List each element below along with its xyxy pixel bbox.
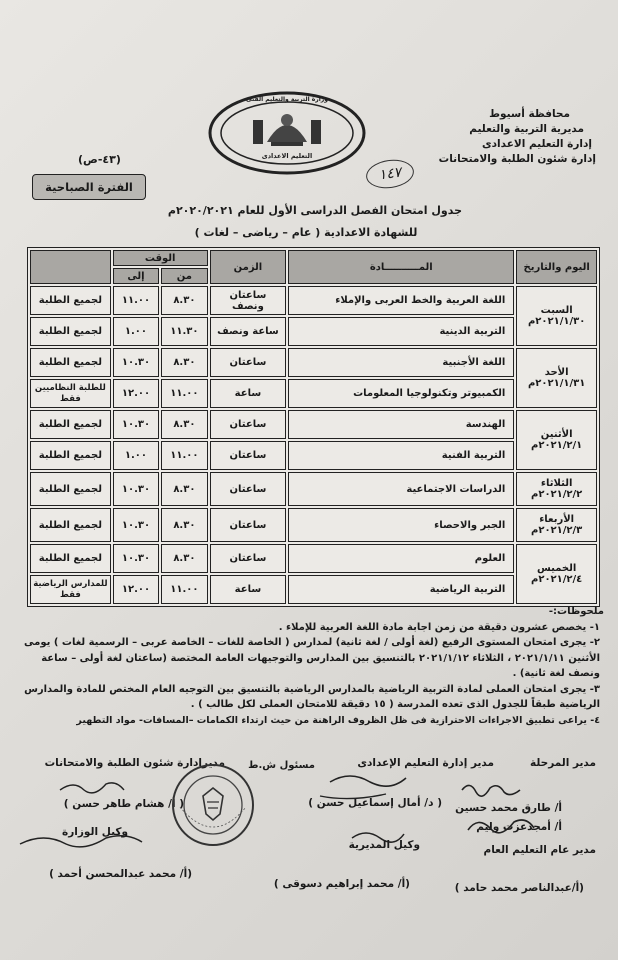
sig-title: مدير إدارة التعليم الإعدادى (357, 757, 494, 769)
header-day: اليوم والتاريخ (516, 250, 597, 284)
notes-title: ملحوظات:- (548, 606, 604, 617)
duration-cell: ساعتان ونصف (210, 286, 287, 315)
sig-name: (أ/ محمد إبراهيم دسوقى ) (273, 878, 410, 890)
exam-title: جدول امتحان الفصل الدراسى الأول للعام ٢٠٢٠/٢٠٢١م (167, 204, 462, 217)
to-cell: ١.٠٠ (113, 317, 159, 346)
day-date: ٢٠٢١/٢/٣م (531, 525, 583, 536)
day-date: ٢٠٢١/٢/٢م (531, 489, 583, 500)
audience-cell: لجميع الطلبة (30, 286, 111, 315)
from-cell: ١١.٣٠ (161, 317, 207, 346)
issuer-header (439, 108, 596, 165)
subject-cell: التربية الدينية (288, 317, 514, 346)
day-date: ٢٠٢١/١/٣٠م (527, 316, 586, 327)
from-cell: ٨.٣٠ (161, 348, 207, 377)
audience-cell: لجميع الطلبة (30, 508, 111, 542)
audience-cell: لجميع الطلبة (30, 410, 111, 439)
day-name: الأربعاء (539, 514, 575, 525)
header-time: الوقت (113, 250, 208, 266)
day-cell (516, 472, 597, 506)
note-item: ٤- يراعى تطبيق الاجراءات الاحترازية فى ظل الظروف الراهنة من حيث ارتداء الكمامات –المسافات- مواد التطهير (76, 714, 600, 726)
duration-cell: ساعتان (210, 508, 287, 542)
governorate: محافظة أسيوط (489, 108, 570, 120)
sig-name: (أ/عبدالناصر محمد حامد ) (454, 882, 584, 894)
note-item: ٣- يجرى امتحان العملى لمادة التربية الرياضية بالمدارس الرياضية بالتنسيق بين التوجيه العام المختص للمادة والمدارس الرياضية طبقاً للجدول الذى تعده المدرسة ( ١٥ دقيقة للامتحان العملى لكل طالب ) . (24, 683, 600, 710)
table-row (30, 441, 597, 470)
handwritten-number: ١٤٧ (364, 157, 415, 191)
day-date: ٢٠٢١/١/٣١م (527, 378, 586, 389)
subject-cell: التربية الرياضية (288, 575, 514, 604)
note-item: ٢- يجرى امتحان المستوى الرفيع (لغة أولى / لغة ثانية) لمدارس ( الخاصة للغات – الخاصة عربى – الرسمية لغات ) يومى الأثنين ٢٠٢١/١/١١ ، الثلاثاء ٢٠٢١/١/١٢ بالتنسيق بين المدارس والتوجيهات العامة المختصة (ساعتان لغة أولى – ساعة ونصف لغة ثانية) . (24, 637, 600, 679)
table-row (30, 472, 597, 506)
subject-cell: اللغة الأجنبية (288, 348, 514, 377)
header-subject: المــــــــــادة (288, 250, 514, 284)
from-cell: ٨.٣٠ (161, 472, 207, 506)
sig-name: أ/ أمجدعزت وليم (476, 821, 562, 833)
table-row (30, 379, 597, 408)
sig-title: وكيل الوزارة (62, 826, 128, 838)
subject-cell: الدراسات الاجتماعية (288, 472, 514, 506)
day-cell (516, 544, 597, 604)
from-cell: ١١.٠٠ (161, 575, 207, 604)
audience-cell: لجميع الطلبة (30, 544, 111, 573)
handwritten-signatures (0, 760, 618, 900)
sig-title: مدير المرحلة (529, 757, 596, 769)
header-duration: الزمن (210, 250, 287, 284)
audience-cell: للمدارس الرياضية فقط (30, 575, 111, 604)
form-code: (٤٣-ص) (78, 153, 121, 166)
from-cell: ١١.٠٠ (161, 441, 207, 470)
sig-title: مسئول ش.ط (248, 760, 315, 771)
subject-cell: الهندسة (288, 410, 514, 439)
sig-name: (أ/ محمد عبدالمحسن أحمد ) (49, 868, 192, 880)
sig-name: ( د/ أمال إسماعيل حسن ) (308, 797, 442, 809)
subject-cell: الكمبيوتر وتكنولوجيا المعلومات (288, 379, 514, 408)
department: إدارة التعليم الاعدادى (482, 138, 592, 150)
audience-cell: لجميع الطلبة (30, 317, 111, 346)
duration-cell: ساعتان (210, 544, 287, 573)
to-cell: ١.٠٠ (113, 441, 159, 470)
duration-cell: ساعة (210, 575, 287, 604)
logo-bottom-text: التعليم الاعدادى (261, 152, 313, 160)
table-row (30, 410, 597, 439)
day-cell (516, 410, 597, 470)
table-row (30, 544, 597, 573)
official-stamp (170, 762, 256, 848)
from-cell: ٨.٣٠ (161, 508, 207, 542)
header-to: إلى (113, 268, 159, 284)
table-row (30, 508, 597, 542)
table-row (30, 575, 597, 604)
subject-cell: التربية الفنية (288, 441, 514, 470)
day-name: الأثنين (540, 429, 573, 440)
audience-cell: لجميع الطلبة (30, 348, 111, 377)
from-cell: ٨.٣٠ (161, 286, 207, 315)
day-cell (516, 508, 597, 542)
table-row (30, 348, 597, 377)
subject-cell: الجبر والاحصاء (288, 508, 514, 542)
sig-name: ( أ/ هشام طاهر حسن ) (63, 798, 184, 810)
to-cell: ١٢.٠٠ (113, 379, 159, 408)
duration-cell: ساعتان (210, 472, 287, 506)
day-name: الثلاثاء (540, 478, 573, 489)
note-item: ١- يخصص عشرون دقيقة من زمن اجابة مادة اللغة العربية للإملاء . (278, 621, 600, 633)
period-box: الفترة الصباحية (32, 174, 146, 200)
day-cell (516, 348, 597, 408)
table-row (30, 286, 597, 315)
subject-cell: اللغة العربية والخط العربى والإملاء (288, 286, 514, 315)
office: إدارة شئون الطلبة والامتحانات (438, 153, 596, 165)
to-cell: ١٠.٣٠ (113, 348, 159, 377)
subject-cell: العلوم (288, 544, 514, 573)
to-cell: ١٢.٠٠ (113, 575, 159, 604)
header-from: من (161, 268, 207, 284)
exam-subtitle: للشهادة الاعدادية ( عام – رياضى – لغات ) (194, 226, 418, 239)
to-cell: ١٠.٣٠ (113, 410, 159, 439)
day-cell (516, 286, 597, 346)
sig-title: وكيل المديرية (348, 839, 420, 851)
from-cell: ٨.٣٠ (161, 410, 207, 439)
to-cell: ١٠.٣٠ (113, 508, 159, 542)
table-row (30, 317, 597, 346)
day-date: ٢٠٢١/٢/١م (531, 440, 583, 451)
duration-cell: ساعتان (210, 348, 287, 377)
day-name: السبت (540, 305, 573, 316)
to-cell: ١١.٠٠ (113, 286, 159, 315)
ministry-logo (207, 90, 367, 176)
sig-title: مديرإدارة شئون الطلبة والامتحانات (44, 757, 225, 769)
to-cell: ١٠.٣٠ (113, 544, 159, 573)
audience-cell: للطلبة النظاميين فقط (30, 379, 111, 408)
header-audience (30, 250, 111, 284)
audience-cell: لجميع الطلبة (30, 441, 111, 470)
day-name: الخميس (536, 563, 577, 574)
from-cell: ٨.٣٠ (161, 544, 207, 573)
notes-section (14, 604, 604, 728)
to-cell: ١٠.٣٠ (113, 472, 159, 506)
sig-title: مدير عام التعليم العام (483, 844, 596, 856)
duration-cell: ساعة (210, 379, 287, 408)
exam-schedule-table (27, 247, 600, 607)
duration-cell: ساعة ونصف (210, 317, 287, 346)
day-name: الأحد (544, 367, 569, 378)
logo-top-text: وزارة التربية والتعليم الفنى (246, 96, 328, 103)
day-date: ٢٠٢١/٢/٤م (531, 574, 583, 585)
from-cell: ١١.٠٠ (161, 379, 207, 408)
directorate: مديرية التربية والتعليم (469, 123, 584, 135)
audience-cell: لجميع الطلبة (30, 472, 111, 506)
duration-cell: ساعتان (210, 410, 287, 439)
sig-name: أ/ طارق محمد حسين (455, 802, 562, 814)
duration-cell: ساعتان (210, 441, 287, 470)
